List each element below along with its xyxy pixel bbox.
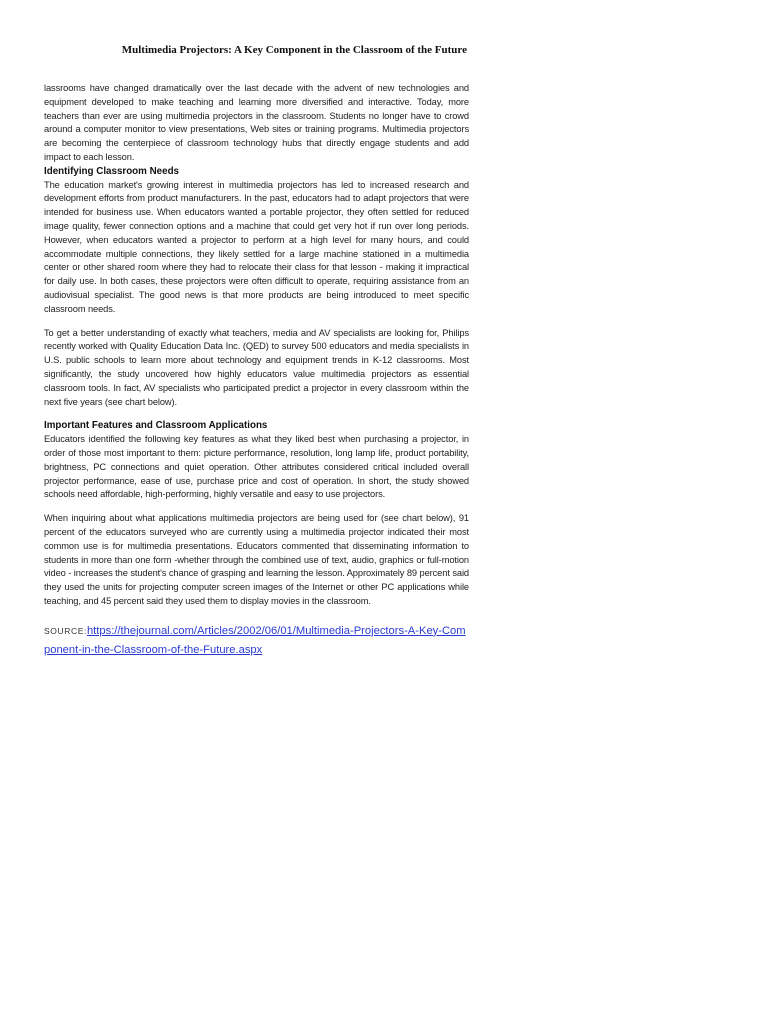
source-label: SOURCE: xyxy=(44,625,87,636)
intro-paragraph: lassrooms have changed dramatically over the last decade with the advent of new technologies and equipment developed to make teaching and learning more diversified and interactive. Today, more teachers than ever are using multimedia projectors in the classroom. Students no longer have to crowd around a computer monitor to view presentations, Web sites or training programs. Multimedia projectors are becoming the centerpiece of classroom technology hubs that directly engage students and add impact to each lesson. xyxy=(44,83,469,162)
body-paragraph-applications: When inquiring about what applications multimedia projectors are being used for (see chart below), 91 percent of the educators surveyed who are currently using a multimedia projector indicated their most common use is for multimedia presentations. Educators commented that disseminating information to students in more than one form -whether through the combined use of text, audio, graphics or full-motion video - increases the student's chance of grasping and learning the lesson. Approximately 89 percent said they used the units for projecting computer screen images of the Internet or other PC applications while teaching, and 45 percent said they used them to display movies in the classroom. xyxy=(44,513,469,606)
body-paragraph-research: The education market's growing interest in multimedia projectors has led to increased research and development efforts from product manufacturers. In the past, educators had to adapt projectors that were intended for business use. When educators wanted a portable projector, they often settled for reduced image quality, fewer connection options and a machine that could get very hot if run over long periods. However, when educators wanted a projector to perform at a high level for many hours, and could accommodate multiple connections, they likely settled for a large machine stationed in a multimedia center or other shared room where they had to relocate their class for that lesson - making it impractical for daily use. In both cases, these projectors were often difficult to operate, requiring assistance from an audiovisual specialist. The good news is that more products are being introduced to meet specific classroom needs. xyxy=(44,179,469,314)
body-paragraph-survey: To get a better understanding of exactly what teachers, media and AV specialists are looking for, Philips recently worked with Quality Education Data Inc. (QED) to survey 500 educators and media specialists in U.S. public schools to learn more about technology and equipment trends in K-12 classrooms. Most significantly, the study uncovered how highly educators value multimedia projectors as essential classroom tools. In fact, AV specialists who participated predict a projector in every classroom within the next five years (see chart below). xyxy=(44,327,469,407)
document-title: Multimedia Projectors: A Key Component in the Classroom of the Future xyxy=(121,44,467,56)
document-page xyxy=(44,44,469,659)
section-heading-classroom-needs: Identifying Classroom Needs xyxy=(44,165,180,177)
section-heading-features: Important Features and Classroom Applications xyxy=(44,420,268,432)
source-citation xyxy=(44,621,469,659)
body-paragraph-features: Educators identified the following key features as what they liked best when purchasing a projector, in order of those most important to them: picture performance, resolution, long lamp life, product portability, brightness, PC connections and quiet operation. Other attributes considered critical included overall projector performance, ease of use, purchase price and cost of operation. In short, the study showed schools need affordable, high-performing, highly versatile and easy to use projectors. xyxy=(44,434,469,500)
source-link[interactable]: https://thejournal.com/Articles/2002/06/01/Multimedia-Projectors-A-Key-Component-in-the-Classroom-of-the-Future.aspx xyxy=(44,624,466,656)
